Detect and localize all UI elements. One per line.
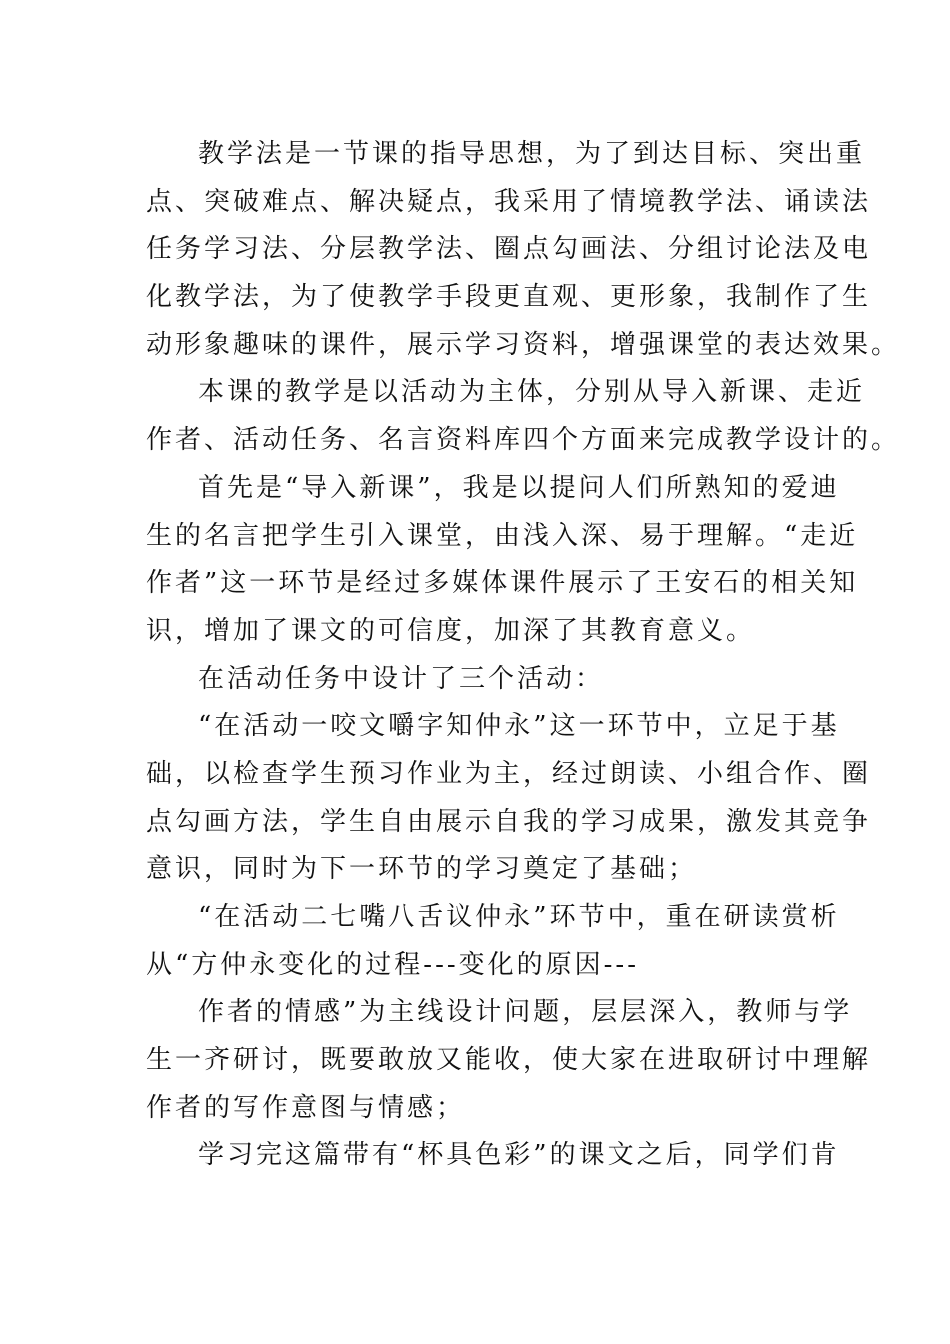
text-line-11: 识，增加了课文的可信度，加深了其教育意义。 xyxy=(146,615,756,646)
text-line-21: 作者的写作意图与情感； xyxy=(146,1092,466,1123)
text-line-5: 动形象趣味的课件，展示学习资料，增强课堂的表达效果。 xyxy=(146,329,901,360)
text-line-9: 生的名言把学生引入课堂，由浅入深、易于理解。“走近 xyxy=(146,520,859,551)
text-line-16: 意识，同时为下一环节的学习奠定了基础； xyxy=(146,854,698,885)
text-line-22: 学习完这篇带有“杯具色彩”的课文之后，同学们肯 xyxy=(198,1140,840,1171)
text-line-2: 点、突破难点、解决疑点，我采用了情境教学法、诵读法 xyxy=(146,186,872,217)
text-line-8: 首先是“导入新课”，我是以提问人们所熟知的爱迪 xyxy=(198,472,840,503)
text-line-4: 化教学法，为了使教学手段更直观、更形象，我制作了生 xyxy=(146,282,872,313)
text-line-18: 从“方仲永变化的过程---变化的原因--- xyxy=(146,949,640,980)
text-line-1: 教学法是一节课的指导思想，为了到达目标、突出重 xyxy=(198,139,866,169)
text-line-12: 在活动任务中设计了三个活动： xyxy=(198,663,605,694)
text-line-19: 作者的情感”为主线设计问题，层层深入，教师与学 xyxy=(198,997,853,1028)
text-line-20: 生一齐研讨，既要敢放又能收，使大家在进取研讨中理解 xyxy=(146,1045,872,1076)
text-line-15: 点勾画方法，学生自由展示自我的学习成果，激发其竞争 xyxy=(146,806,872,837)
document-body xyxy=(146,131,901,1180)
text-line-17: “在活动二七嘴八舌议仲永”环节中，重在研读赏析 xyxy=(198,902,840,932)
text-line-14: 础，以检查学生预习作业为主，经过朗读、小组合作、圈 xyxy=(146,758,872,789)
text-line-13: “在活动一咬文嚼字知仲永”这一环节中，立足于基 xyxy=(198,711,840,742)
text-line-6: 本课的教学是以活动为主体，分别从导入新课、走近 xyxy=(198,377,866,408)
text-line-3: 任务学习法、分层教学法、圈点勾画法、分组讨论法及电 xyxy=(146,234,872,265)
text-line-7: 作者、活动任务、名言资料库四个方面来完成教学设计的。 xyxy=(146,425,901,456)
text-line-10: 作者”这一环节是经过多媒体课件展示了王安石的相关知 xyxy=(146,568,859,599)
